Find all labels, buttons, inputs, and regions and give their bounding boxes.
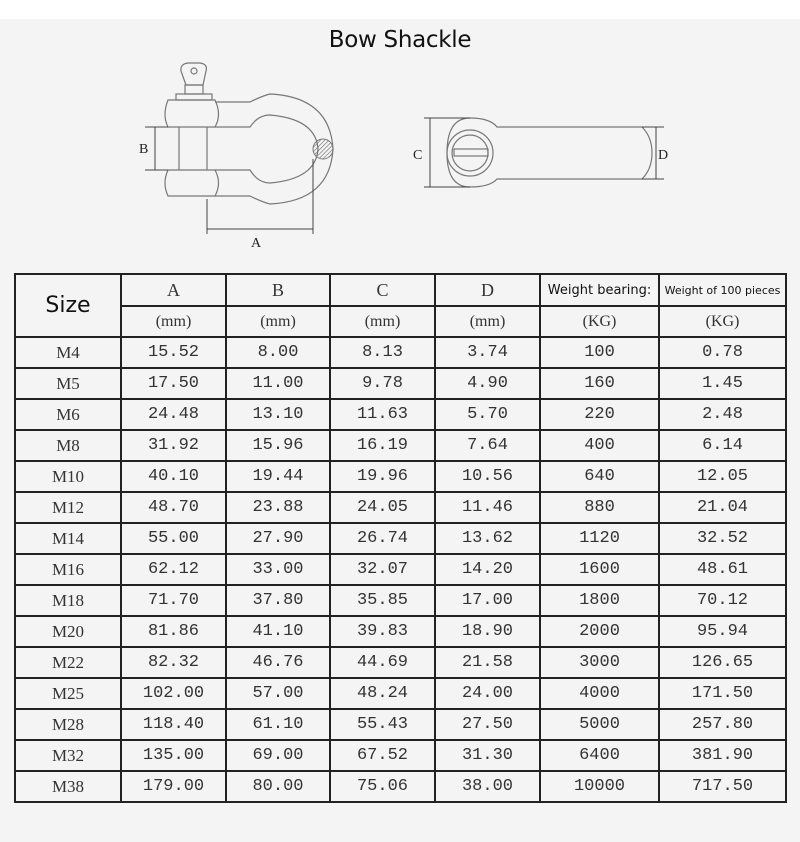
cell-load: 220 <box>540 399 659 430</box>
cell-size: M18 <box>15 585 121 616</box>
cell-b: 23.88 <box>226 492 330 523</box>
cell-size: M12 <box>15 492 121 523</box>
cell-c: 11.63 <box>330 399 435 430</box>
cell-weight: 717.50 <box>659 771 786 802</box>
cell-a: 179.00 <box>121 771 226 802</box>
cell-weight: 12.05 <box>659 461 786 492</box>
dimension-a-label: A <box>251 236 262 251</box>
cell-weight: 21.04 <box>659 492 786 523</box>
cell-c: 67.52 <box>330 740 435 771</box>
table-row <box>15 430 786 461</box>
cell-a: 24.48 <box>121 399 226 430</box>
cell-c: 8.13 <box>330 337 435 368</box>
unit-d: (mm) <box>435 306 540 337</box>
shackle-diagram <box>0 19 800 259</box>
cell-size: M22 <box>15 647 121 678</box>
cell-weight: 0.78 <box>659 337 786 368</box>
cell-weight: 2.48 <box>659 399 786 430</box>
dimension-c-label: C <box>413 148 423 163</box>
cell-b: 37.80 <box>226 585 330 616</box>
cell-b: 8.00 <box>226 337 330 368</box>
header-row <box>15 274 786 306</box>
cell-c: 44.69 <box>330 647 435 678</box>
cell-b: 27.90 <box>226 523 330 554</box>
cell-weight: 381.90 <box>659 740 786 771</box>
cell-d: 13.62 <box>435 523 540 554</box>
table-row <box>15 399 786 430</box>
table-row <box>15 585 786 616</box>
spec-table <box>14 273 787 803</box>
spec-sheet <box>0 19 800 842</box>
cell-b: 11.00 <box>226 368 330 399</box>
cell-size: M8 <box>15 430 121 461</box>
cell-d: 17.00 <box>435 585 540 616</box>
cell-a: 55.00 <box>121 523 226 554</box>
cell-load: 100 <box>540 337 659 368</box>
cell-d: 18.90 <box>435 616 540 647</box>
cell-c: 19.96 <box>330 461 435 492</box>
cell-c: 75.06 <box>330 771 435 802</box>
table-row <box>15 647 786 678</box>
cell-b: 15.96 <box>226 430 330 461</box>
cell-load: 3000 <box>540 647 659 678</box>
cell-b: 46.76 <box>226 647 330 678</box>
cell-d: 4.90 <box>435 368 540 399</box>
cell-size: M38 <box>15 771 121 802</box>
cell-load: 10000 <box>540 771 659 802</box>
cell-c: 16.19 <box>330 430 435 461</box>
cell-size: M20 <box>15 616 121 647</box>
cell-a: 102.00 <box>121 678 226 709</box>
cell-d: 5.70 <box>435 399 540 430</box>
dimension-b-label: B <box>139 142 149 157</box>
cell-weight: 171.50 <box>659 678 786 709</box>
cell-c: 39.83 <box>330 616 435 647</box>
cell-size: M4 <box>15 337 121 368</box>
cell-weight: 126.65 <box>659 647 786 678</box>
cell-weight: 48.61 <box>659 554 786 585</box>
cell-load: 880 <box>540 492 659 523</box>
dimension-d-label: D <box>658 148 669 163</box>
cell-c: 24.05 <box>330 492 435 523</box>
cell-b: 61.10 <box>226 709 330 740</box>
cell-b: 57.00 <box>226 678 330 709</box>
table-row <box>15 368 786 399</box>
cell-load: 2000 <box>540 616 659 647</box>
cell-a: 48.70 <box>121 492 226 523</box>
cell-load: 1120 <box>540 523 659 554</box>
column-header-d: D <box>435 274 540 306</box>
cell-weight: 257.80 <box>659 709 786 740</box>
cell-load: 4000 <box>540 678 659 709</box>
cell-load: 6400 <box>540 740 659 771</box>
cell-a: 17.50 <box>121 368 226 399</box>
cell-d: 21.58 <box>435 647 540 678</box>
table-row <box>15 709 786 740</box>
cell-size: M25 <box>15 678 121 709</box>
cell-b: 13.10 <box>226 399 330 430</box>
table-row <box>15 616 786 647</box>
cell-d: 38.00 <box>435 771 540 802</box>
cell-weight: 6.14 <box>659 430 786 461</box>
cell-size: M5 <box>15 368 121 399</box>
cell-b: 69.00 <box>226 740 330 771</box>
table-row <box>15 554 786 585</box>
cell-d: 31.30 <box>435 740 540 771</box>
unit-a: (mm) <box>121 306 226 337</box>
cell-load: 1600 <box>540 554 659 585</box>
cell-c: 26.74 <box>330 523 435 554</box>
cell-a: 40.10 <box>121 461 226 492</box>
cell-a: 81.86 <box>121 616 226 647</box>
cell-d: 27.50 <box>435 709 540 740</box>
table-row <box>15 740 786 771</box>
unit-weight-bearing: (KG) <box>540 306 659 337</box>
cell-a: 15.52 <box>121 337 226 368</box>
cell-a: 118.40 <box>121 709 226 740</box>
cell-d: 10.56 <box>435 461 540 492</box>
unit-b: (mm) <box>226 306 330 337</box>
table-row <box>15 771 786 802</box>
table-row <box>15 337 786 368</box>
cell-load: 640 <box>540 461 659 492</box>
cell-size: M14 <box>15 523 121 554</box>
cell-b: 41.10 <box>226 616 330 647</box>
cell-size: M28 <box>15 709 121 740</box>
table-row <box>15 461 786 492</box>
cell-size: M10 <box>15 461 121 492</box>
cell-a: 71.70 <box>121 585 226 616</box>
cell-load: 5000 <box>540 709 659 740</box>
cell-load: 160 <box>540 368 659 399</box>
column-header-weight-bearing: Weight bearing: <box>540 274 659 306</box>
cell-c: 32.07 <box>330 554 435 585</box>
cell-a: 135.00 <box>121 740 226 771</box>
cell-size: M32 <box>15 740 121 771</box>
unit-weight-100: (KG) <box>659 306 786 337</box>
column-header-c: C <box>330 274 435 306</box>
cell-a: 31.92 <box>121 430 226 461</box>
cell-d: 24.00 <box>435 678 540 709</box>
cell-load: 400 <box>540 430 659 461</box>
cell-weight: 70.12 <box>659 585 786 616</box>
cell-weight: 32.52 <box>659 523 786 554</box>
cell-b: 80.00 <box>226 771 330 802</box>
cell-c: 9.78 <box>330 368 435 399</box>
column-header-weight-100: Weight of 100 pieces <box>659 274 786 306</box>
table-row <box>15 523 786 554</box>
table-row <box>15 492 786 523</box>
cell-c: 35.85 <box>330 585 435 616</box>
cell-size: M6 <box>15 399 121 430</box>
size-header: Size <box>15 274 121 337</box>
table-row <box>15 678 786 709</box>
cell-size: M16 <box>15 554 121 585</box>
cell-c: 55.43 <box>330 709 435 740</box>
unit-c: (mm) <box>330 306 435 337</box>
cell-c: 48.24 <box>330 678 435 709</box>
column-header-b: B <box>226 274 330 306</box>
cell-d: 14.20 <box>435 554 540 585</box>
cell-weight: 1.45 <box>659 368 786 399</box>
cell-d: 7.64 <box>435 430 540 461</box>
page-title: Bow Shackle <box>328 27 472 53</box>
cell-a: 62.12 <box>121 554 226 585</box>
unit-row <box>15 306 786 337</box>
cell-d: 11.46 <box>435 492 540 523</box>
cell-d: 3.74 <box>435 337 540 368</box>
cell-b: 33.00 <box>226 554 330 585</box>
cell-weight: 95.94 <box>659 616 786 647</box>
cell-load: 1800 <box>540 585 659 616</box>
cell-b: 19.44 <box>226 461 330 492</box>
column-header-a: A <box>121 274 226 306</box>
cell-a: 82.32 <box>121 647 226 678</box>
